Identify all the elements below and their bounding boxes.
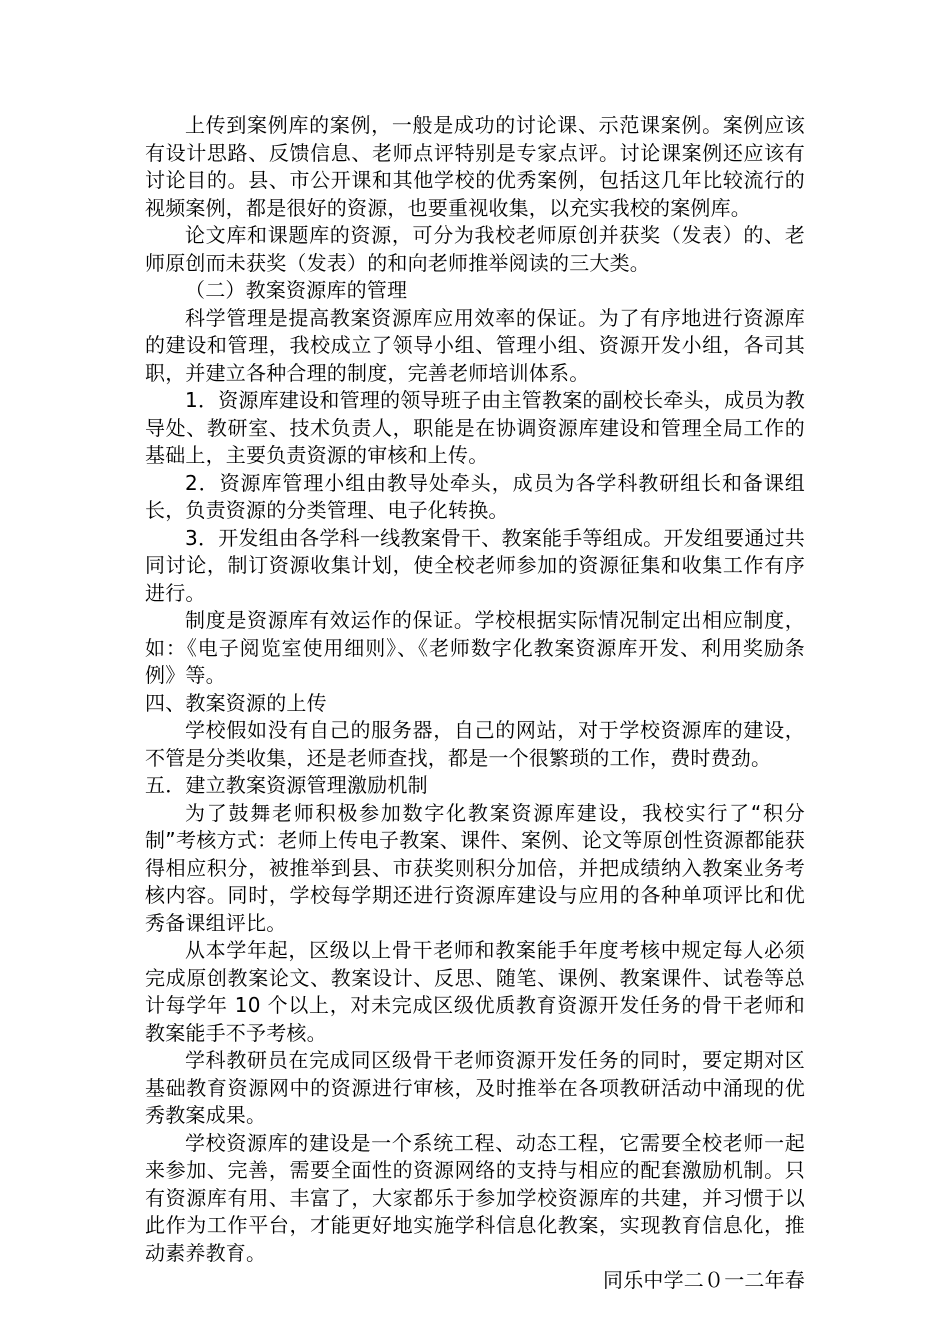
- paragraph-case-library: 上传到案例库的案例，一般是成功的讨论课、示范课案例。案例应该有设计思路、反馈信息、老师点评特别是专家点评。讨论课案例还应该有讨论目的。县、市公开课和其他学校的优秀案例，包括这几年比较流行的视频案例，都是很好的资源，也要重视收集，以充实我校的案例库。: [145, 113, 805, 220]
- signature: 同乐中学二０一二年春: [603, 1268, 805, 1292]
- list-item-development-group: 3．开发组由各学科一线教案骨干、教案能手等组成。开发组要通过共同讨论，制订资源收集计划，使全校老师参加的资源征集和收集工作有序进行。: [145, 525, 805, 605]
- paragraph-points-system: 为了鼓舞老师积极参加数字化教案资源库建设，我校实行了“积分制”考核方式：老师上传电子教案、课件、案例、论文等原创性资源都能获得相应积分，被推举到县、市获奖则积分加倍，并把成绩纳入教案业务考核内容。同时，学校每学期还进行资源库建设与应用的各种单项评比和优秀备课组评比。: [145, 800, 805, 935]
- paragraph-paper-library: 论文库和课题库的资源，可分为我校老师原创并获奖（发表）的、老师原创而未获奖（发表）的和向老师推举阅读的三大类。: [145, 223, 805, 275]
- subheading-management: （二）教案资源库的管理: [185, 278, 408, 302]
- paragraph-scientific-management: 科学管理是提高教案资源库应用效率的保证。为了有序地进行资源库的建设和管理，我校成立了领导小组、管理小组、资源开发小组，各司其职，并建立各种合理的制度，完善老师培训体系。: [145, 305, 805, 385]
- list-item-management-group: 2．资源库管理小组由教导处牵头，成员为各学科教研组长和备课组长，负责资源的分类管理、电子化转换。: [145, 470, 805, 522]
- heading-upload: 四、教案资源的上传: [145, 690, 327, 715]
- paragraph-annual-assessment: 从本学年起，区级以上骨干老师和教案能手年度考核中规定每人必须完成原创教案论文、教案设计、反思、随笔、课例、教案课件、试卷等总计每学年 10 个以上，对未完成区级优质教育资源开发任务的骨干老师和教案能手不予考核。: [145, 938, 805, 1045]
- list-item-leadership: 1．资源库建设和管理的领导班子由主管教案的副校长牵头，成员为教导处、教研室、技术负责人，职能是在协调资源库建设和管理全局工作的基础上，主要负责资源的审核和上传。: [145, 388, 805, 467]
- paragraph-rules: 制度是资源库有效运作的保证。学校根据实际情况制定出相应制度，如：《电子阅览室使用细则》、《老师数字化教案资源库开发、利用奖励条例》等。: [145, 608, 805, 687]
- heading-incentive: 五．建立教案资源管理激励机制: [145, 773, 428, 797]
- paragraph-conclusion: 学校资源库的建设是一个系统工程、动态工程，它需要全校老师一起来参加、完善，需要全面性的资源网络的支持与相应的配套激励机制。只有资源库有用、丰富了，大家都乐于参加学校资源库的共建，并习惯于以此作为工作平台，才能更好地实施学科信息化教案，实现教育信息化，推动素养教育。: [145, 1130, 805, 1265]
- document-page: [145, 112, 805, 1295]
- paragraph-researchers: 学科教研员在完成同区级骨干老师资源开发任务的同时，要定期对区基础教育资源网中的资源进行审核，及时推举在各项教研活动中涌现的优秀教案成果。: [145, 1048, 805, 1127]
- paragraph-server: 学校假如没有自己的服务器，自己的网站，对于学校资源库的建设，不管是分类收集，还是老师查找，都是一个很繁琐的工作，费时费劲。: [145, 718, 805, 770]
